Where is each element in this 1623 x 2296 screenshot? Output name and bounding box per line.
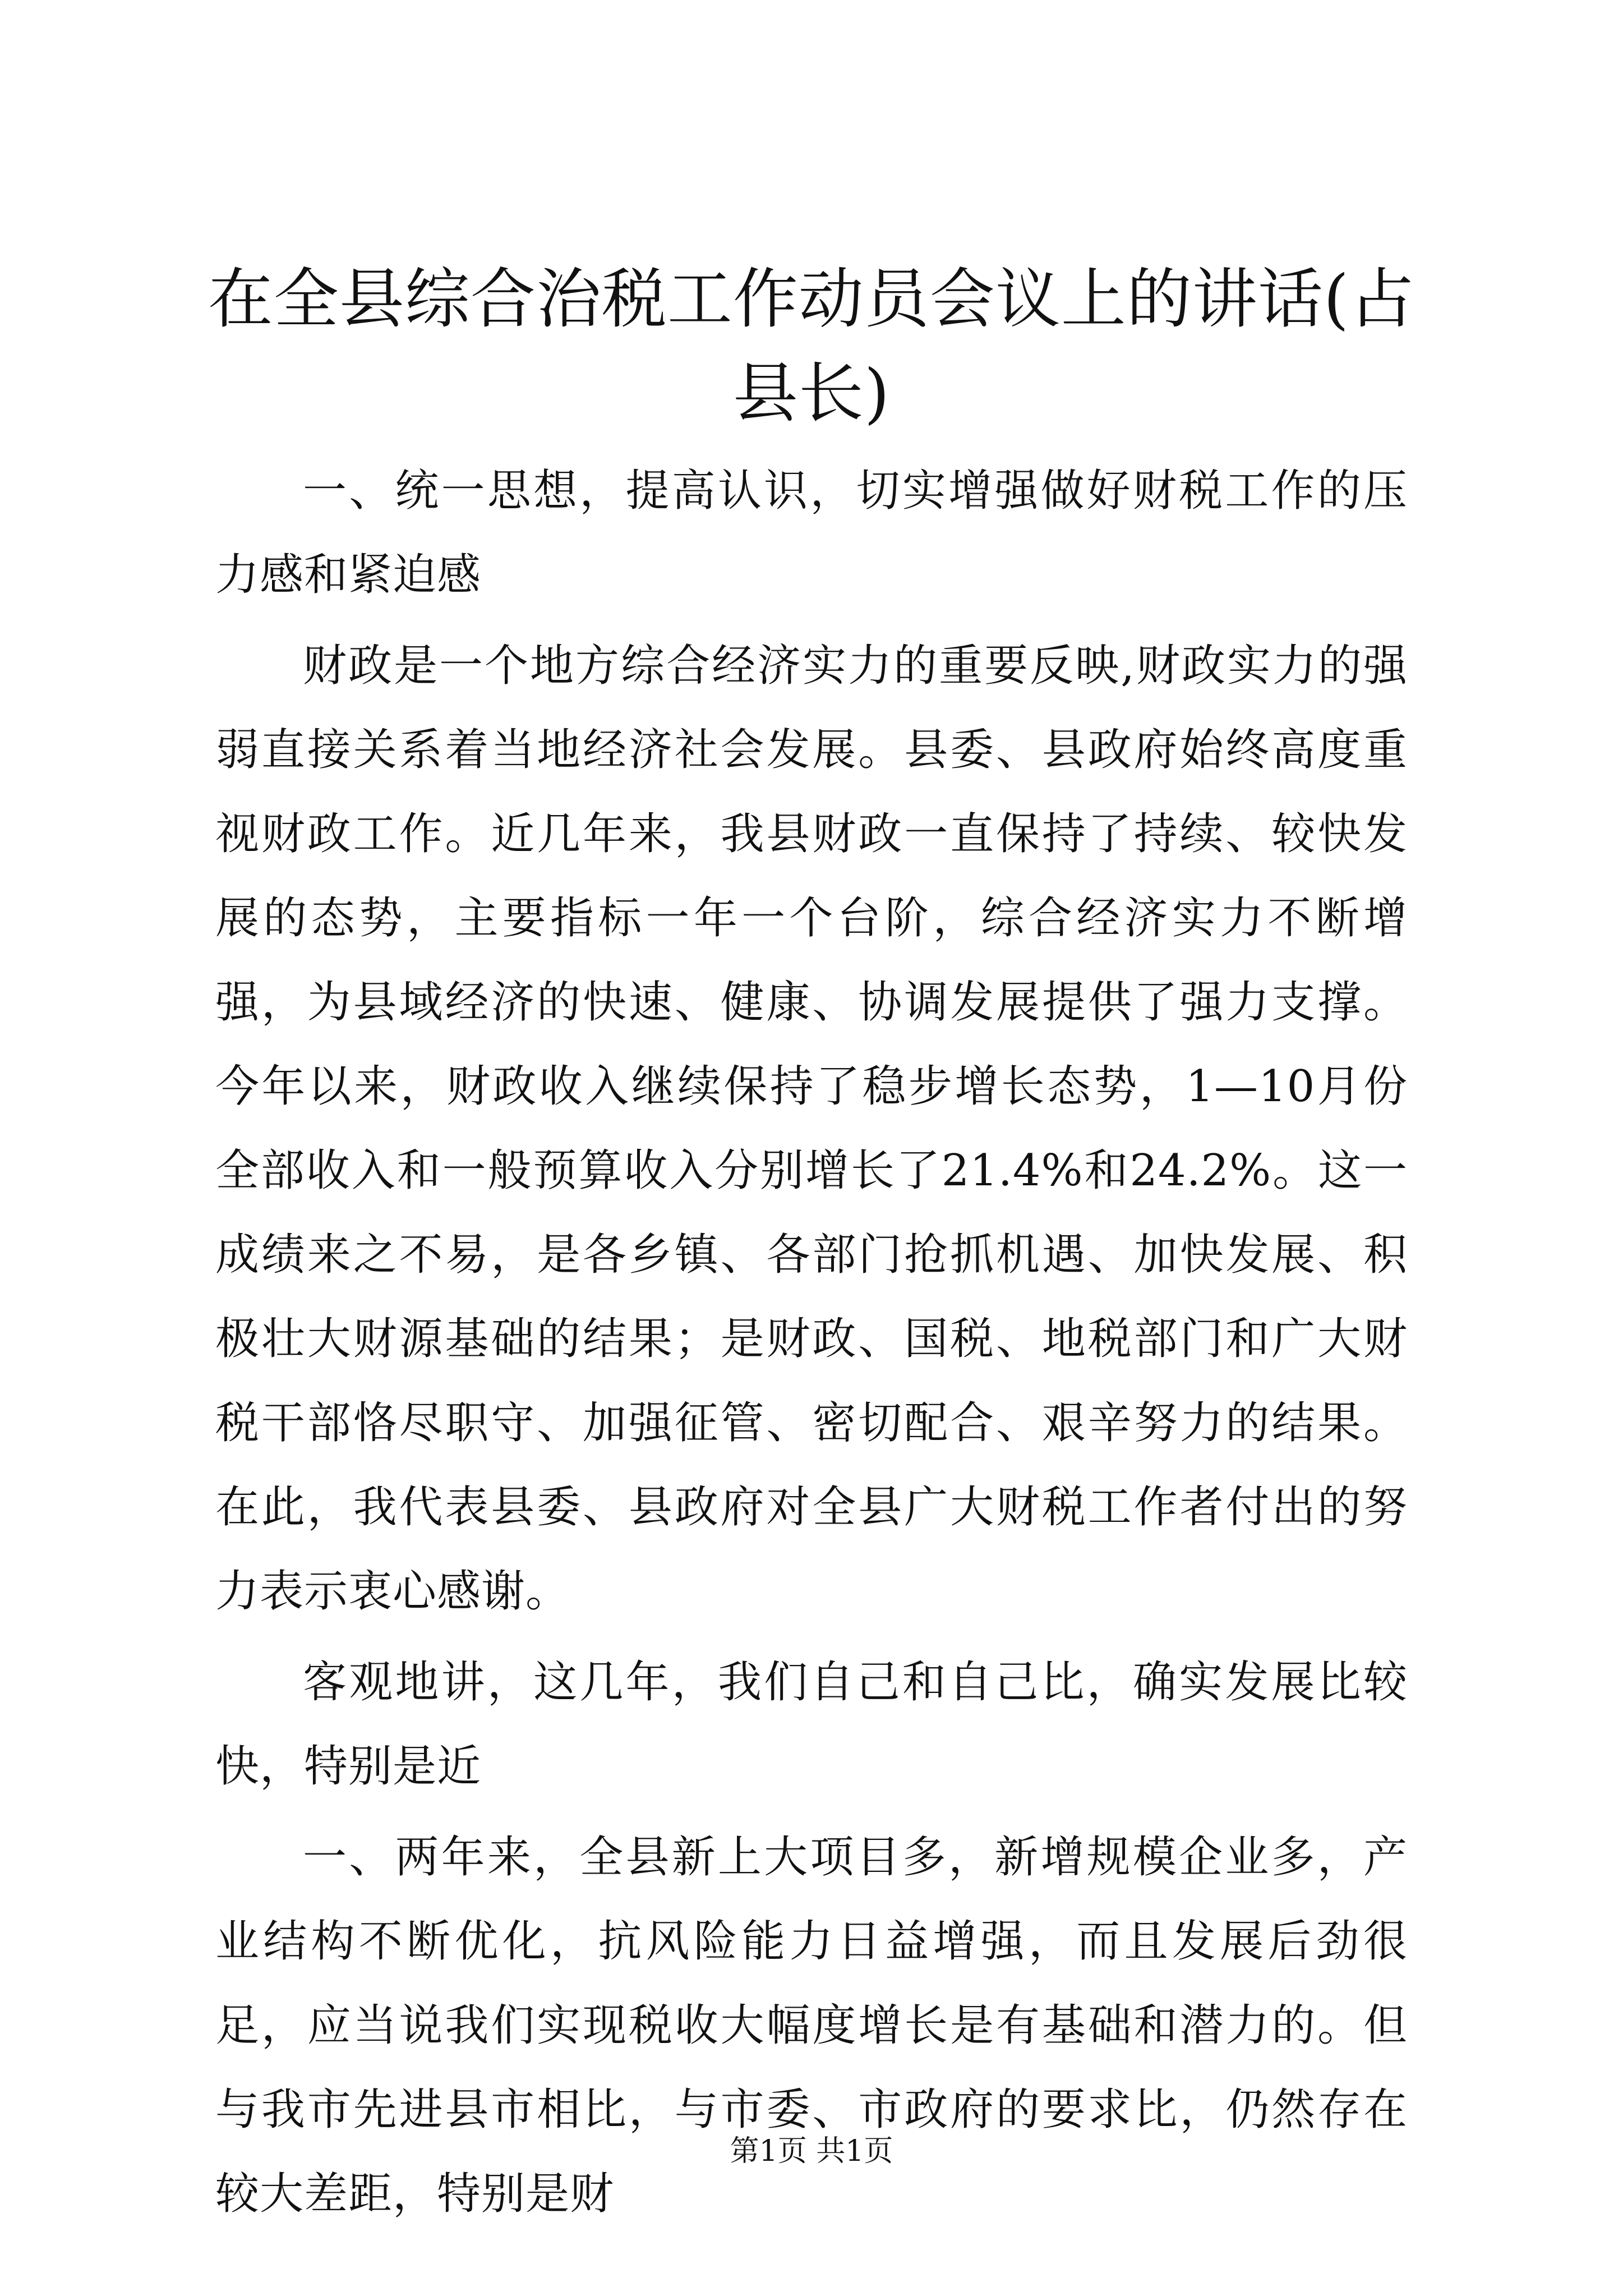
page-footer: 第1页 共1页 [730, 2134, 893, 2168]
document-body [215, 449, 1408, 2243]
document-title: 在全县综合治税工作动员会议上的讲话(占县长) [208, 261, 1415, 431]
section-heading: 一、统一思想，提高认识，切实增强做好财税工作的压力感和紧迫感 [215, 466, 1408, 600]
body-paragraph: 一、两年来，全县新上大项目多，新增规模企业多，产业结构不断优化，抗风险能力日益增强，而且发展后劲很足，应当说我们实现税收大幅度增长是有基础和潜力的。但与我市先进县市相比，与市委、市政府的要求比，仍然存在较大差距，特别是财 [215, 1832, 1408, 2219]
body-paragraph: 财政是一个地方综合经济实力的重要反映,财政实力的强弱直接关系着当地经济社会发展。县委、县政府始终高度重视财政工作。近几年来，我县财政一直保持了持续、较快发展的态势，主要指标一年一个台阶，综合经济实力不断增强，为县域经济的快速、健康、协调发展提供了强力支撑。今年以来，财政收入继续保持了稳步增长态势，1—10月份全部收入和一般预算收入分别增长了21.4%和24.2%。这一成绩来之不易，是各乡镇、各部门抢抓机遇、加快发展、积极壮大财源基础的结果；是财政、国税、地税部门和广大财税干部恪尽职守、加强征管、密切配合、艰辛努力的结果。在此，我代表县委、县政府对全县广大财税工作者付出的努力表示衷心感谢。 [215, 641, 1408, 1617]
body-paragraph: 客观地讲，这几年，我们自己和自己比，确实发展比较快，特别是近 [215, 1657, 1408, 1792]
